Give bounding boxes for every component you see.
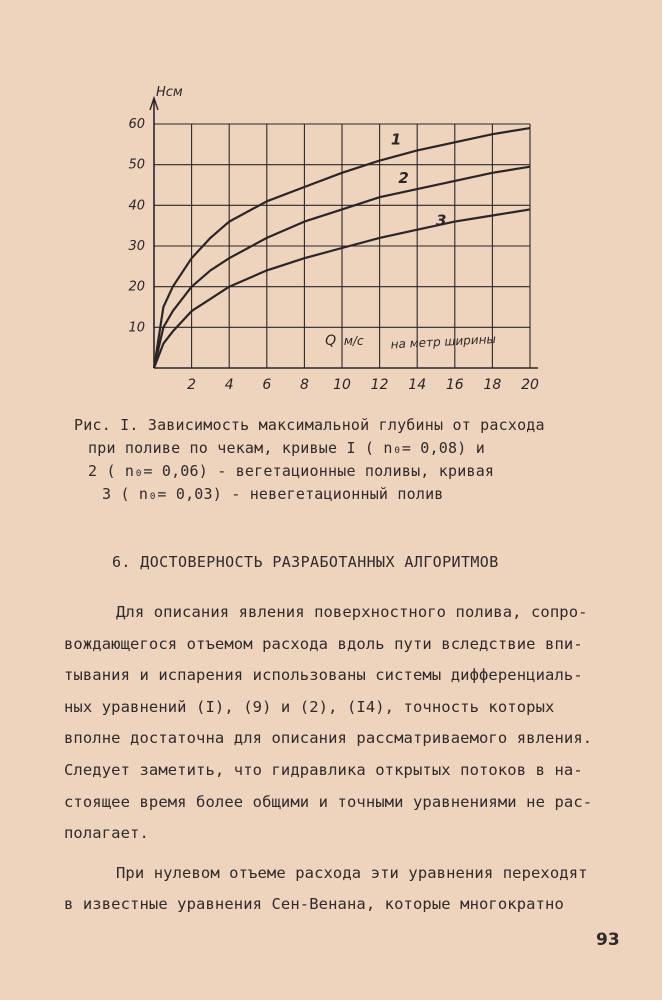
x-tick-label: 12 (370, 377, 389, 393)
body-line: вполне достаточна для описания рассматриваемого явления. (64, 729, 593, 748)
x-tick-label: 2 (187, 377, 197, 393)
body-line: в известные уравнения Сен-Венана, которые многократно (64, 895, 564, 914)
y-tick-label: 60 (128, 117, 145, 132)
body-line: полагает. (64, 824, 149, 843)
y-tick-label: 50 (128, 157, 145, 173)
x-tick-label: 14 (408, 377, 427, 393)
series-label: 2 (398, 168, 409, 187)
body-line: Следует заметить, что гидравлика открытых потоков в на- (64, 760, 583, 779)
figure-caption (74, 414, 614, 506)
x-tick-label: 8 (299, 377, 309, 393)
body-line: ных уравнений (I), (9) и (2), (I4), точность которых (64, 697, 555, 716)
x-tick-label: 6 (262, 377, 272, 393)
page-number: 93 (596, 930, 620, 950)
x-tick-label: 18 (483, 377, 502, 393)
y-tick-label: 30 (128, 239, 145, 254)
x-tick-label: 20 (521, 377, 539, 393)
y-axis-label: Hсм (156, 85, 183, 100)
caption-line: при поливе по чекам, кривые I ( n₀= 0,08) и (88, 439, 485, 457)
x-tick-label: 4 (224, 377, 234, 393)
body-line: стоящее время более общими и точными уравнениями не рас- (64, 792, 593, 811)
x-axis-label-unit: м/с (343, 334, 364, 349)
body-line: тывания и испарения использованы системы дифференциаль- (64, 666, 583, 685)
caption-line: 2 ( n₀= 0,06) - вегетационные поливы, кривая (88, 462, 495, 480)
series-label: 1 (390, 130, 402, 149)
body-text (64, 597, 624, 921)
x-axis-label-note: на метр ширины (390, 331, 497, 352)
y-tick-label: 10 (128, 320, 145, 336)
body-line: вождающегося отъемом расхода вдоль пути вследствие впи- (64, 634, 583, 653)
x-axis-label-q: Q (325, 333, 337, 350)
section-title: 6. ДОСТОВЕРНОСТЬ РАЗРАБОТАННЫХ АЛГОРИТМОВ (112, 553, 499, 571)
y-tick-label: 20 (128, 279, 145, 295)
x-tick-label: 10 (333, 377, 351, 393)
x-tick-label: 16 (445, 377, 464, 393)
series-label: 3 (436, 211, 447, 230)
y-tick-label: 40 (128, 198, 145, 214)
body-line: Для описания явления поверхностного полива, сопро- (116, 603, 588, 621)
body-line: При нулевом отъеме расхода эти уравнения переходят (116, 863, 588, 882)
caption-line: Рис. I. Зависимость максимальной глубины от расхода (74, 416, 545, 434)
depth-discharge-chart (120, 82, 550, 394)
caption-line: 3 ( n₀= 0,03) - невегетационный полив (102, 485, 444, 503)
